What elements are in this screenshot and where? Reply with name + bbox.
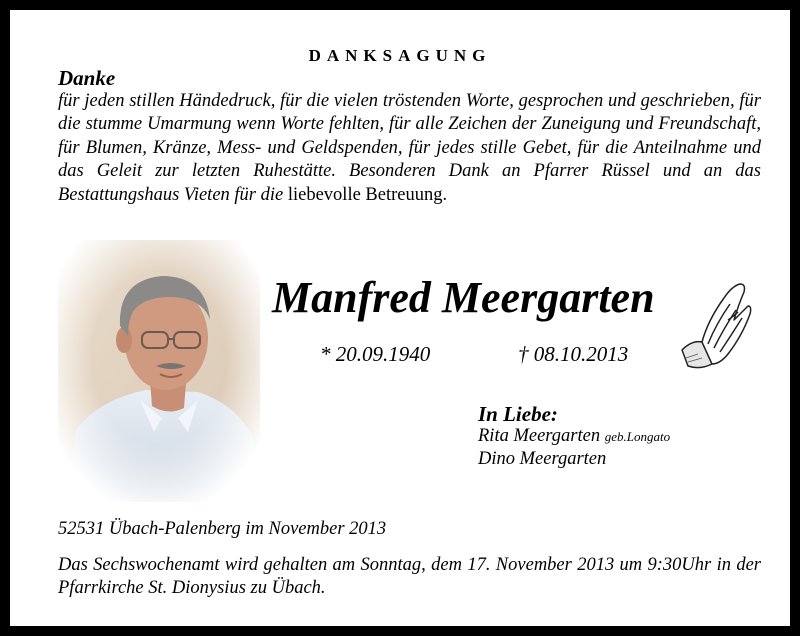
mourner-name: Rita Meergarten [478, 426, 601, 446]
deceased-name: Manfred Meergarten [272, 273, 655, 322]
death-date: † 08.10.2013 [518, 342, 629, 366]
mourner-item [478, 426, 670, 447]
place-date: 52531 Übach-Palenberg im November 2013 [58, 519, 387, 539]
mourners-label: In Liebe: [478, 402, 558, 426]
mourner-item [478, 449, 606, 470]
thanks-text-end: liebevolle Betreuung. [287, 184, 448, 205]
birth-date: * 20.09.1940 [320, 342, 431, 366]
intro-word: Danke [58, 66, 116, 90]
notice-heading: DANKSAGUNG [308, 46, 492, 65]
thanks-text-body: für jeden stillen Händedruck, für die vielen tröstenden Worte, gesprochen und geschrieben, für die stumme Umarmung wenn Worte fehlten, für alle Zeichen der Zuneigung und Freundschaft, für Blumen, Kränze, Mess- und Geldspenden, für jedes stille Gebet, für die Anteilnahme und das Geleit zur letzten Ruhestätte. Besonderen Dank an Pfarrer Rüssel und an das Bestattungshaus Vieten für die [58, 91, 761, 205]
thanks-text [58, 90, 761, 207]
service-announcement: Das Sechswochenamt wird gehalten am Sonntag, dem 17. November 2013 um 9:30Uhr in der Pfarrkirche St. Dionysius zu Übach. [58, 555, 761, 599]
mourner-name: Dino Meergarten [478, 449, 607, 469]
praying-hands-icon [678, 280, 754, 372]
portrait-photo [58, 240, 260, 502]
mourner-note: geb.Longato [604, 429, 671, 444]
